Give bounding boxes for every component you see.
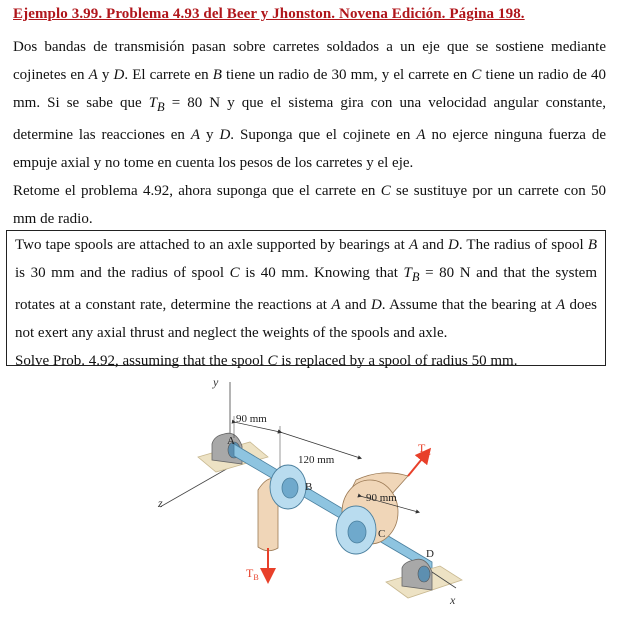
text: Dos bandas de transmisión pasan sobre carretes soldados a un eje que se sostiene mediante cojinetes en <box>13 39 606 83</box>
text: y <box>97 67 114 83</box>
var-D: D <box>447 237 459 253</box>
z-axis-line <box>160 467 230 507</box>
text: no ejerce ninguna fuerza de empuje axial y no tome en cuenta los pesos de los carretes y el eje. <box>13 127 606 171</box>
var-D: D <box>370 297 382 313</box>
text: tiene un radio de 40 mm. Si se sabe que <box>13 67 606 111</box>
text: se sustituye por un carrete con 50 mm de radio. <box>13 183 606 227</box>
var-A: A <box>416 127 426 143</box>
x-axis-label: x <box>450 593 456 607</box>
text: . Assume that the bearing at <box>381 297 556 313</box>
label-D: D <box>426 548 434 560</box>
var-T-sub: B <box>411 270 420 284</box>
var-D: D <box>219 127 231 143</box>
text: . The radius of spool <box>458 237 588 253</box>
english-paragraph <box>15 231 597 375</box>
bearing-D-hole <box>418 566 430 582</box>
tb-symbol: T <box>246 566 254 580</box>
english-statement-box <box>6 230 606 369</box>
text: and <box>340 297 371 313</box>
label-B: B <box>305 481 313 493</box>
var-C: C <box>229 265 240 281</box>
var-T: T <box>403 265 412 281</box>
text: Two tape spools are attached to an axle supported by bearings at <box>15 237 409 253</box>
page-title: Ejemplo 3.99. Problema 4.93 del Beer y Jhonston. Novena Edición. Página 198. <box>13 6 525 22</box>
text: is replaced by a spool of radius 50 mm. <box>277 353 518 369</box>
tb-label <box>246 566 259 582</box>
text: y <box>200 127 220 143</box>
var-T-sub: B <box>157 100 165 114</box>
var-B: B <box>212 67 222 83</box>
var-A: A <box>555 297 566 313</box>
var-A: A <box>88 67 98 83</box>
text: is 30 mm and the radius of spool <box>15 265 230 281</box>
var-C: C <box>380 183 391 199</box>
text: Retome el problema 4.92, ahora suponga que el carrete en <box>13 183 381 199</box>
dim-label-90b: 90 mm <box>366 492 397 504</box>
text: and <box>418 237 448 253</box>
dim-label-90a: 90 mm <box>236 413 267 425</box>
spool-C-hub <box>348 521 366 543</box>
tc-symbol: T <box>418 441 426 455</box>
tc-arrow <box>408 454 426 476</box>
dim-label-120: 120 mm <box>298 454 335 466</box>
var-T: T <box>148 95 158 111</box>
var-C: C <box>267 353 278 369</box>
text: does not exert any axial thrust and neglect the weights of the spools and axle. <box>15 297 597 341</box>
text: tiene un radio de 30 mm, y el carrete en <box>221 67 472 83</box>
tc-label <box>418 441 431 457</box>
spanish-paragraph-1 <box>13 33 606 177</box>
z-axis-label: z <box>158 496 163 510</box>
text: Solve Prob. 4.92, assuming that the spool <box>15 353 268 369</box>
text: . El carrete en <box>124 67 213 83</box>
y-axis-label: y <box>213 375 219 389</box>
tb-subscript: B <box>253 573 259 582</box>
axle-figure <box>150 372 470 617</box>
tc-subscript: C <box>425 448 431 457</box>
text: is 40 mm. Knowing that <box>239 265 404 281</box>
text: = 80 N y que el sistema gira con una velocidad angular constante, determine las reacciones en <box>13 95 606 143</box>
spanish-paragraph-2 <box>13 177 606 233</box>
var-C: C <box>471 67 482 83</box>
label-A: A <box>227 435 235 447</box>
var-A: A <box>408 237 419 253</box>
var-A: A <box>190 127 201 143</box>
text: = 80 N and that the system rotates at a constant rate, determine the reactions at <box>15 265 598 313</box>
var-D: D <box>113 67 125 83</box>
text: . Suponga que el cojinete en <box>230 127 417 143</box>
label-C: C <box>378 528 386 540</box>
var-A: A <box>331 297 341 313</box>
var-B: B <box>587 237 597 253</box>
spool-B-hub <box>282 478 298 498</box>
spanish-statement <box>13 33 606 233</box>
